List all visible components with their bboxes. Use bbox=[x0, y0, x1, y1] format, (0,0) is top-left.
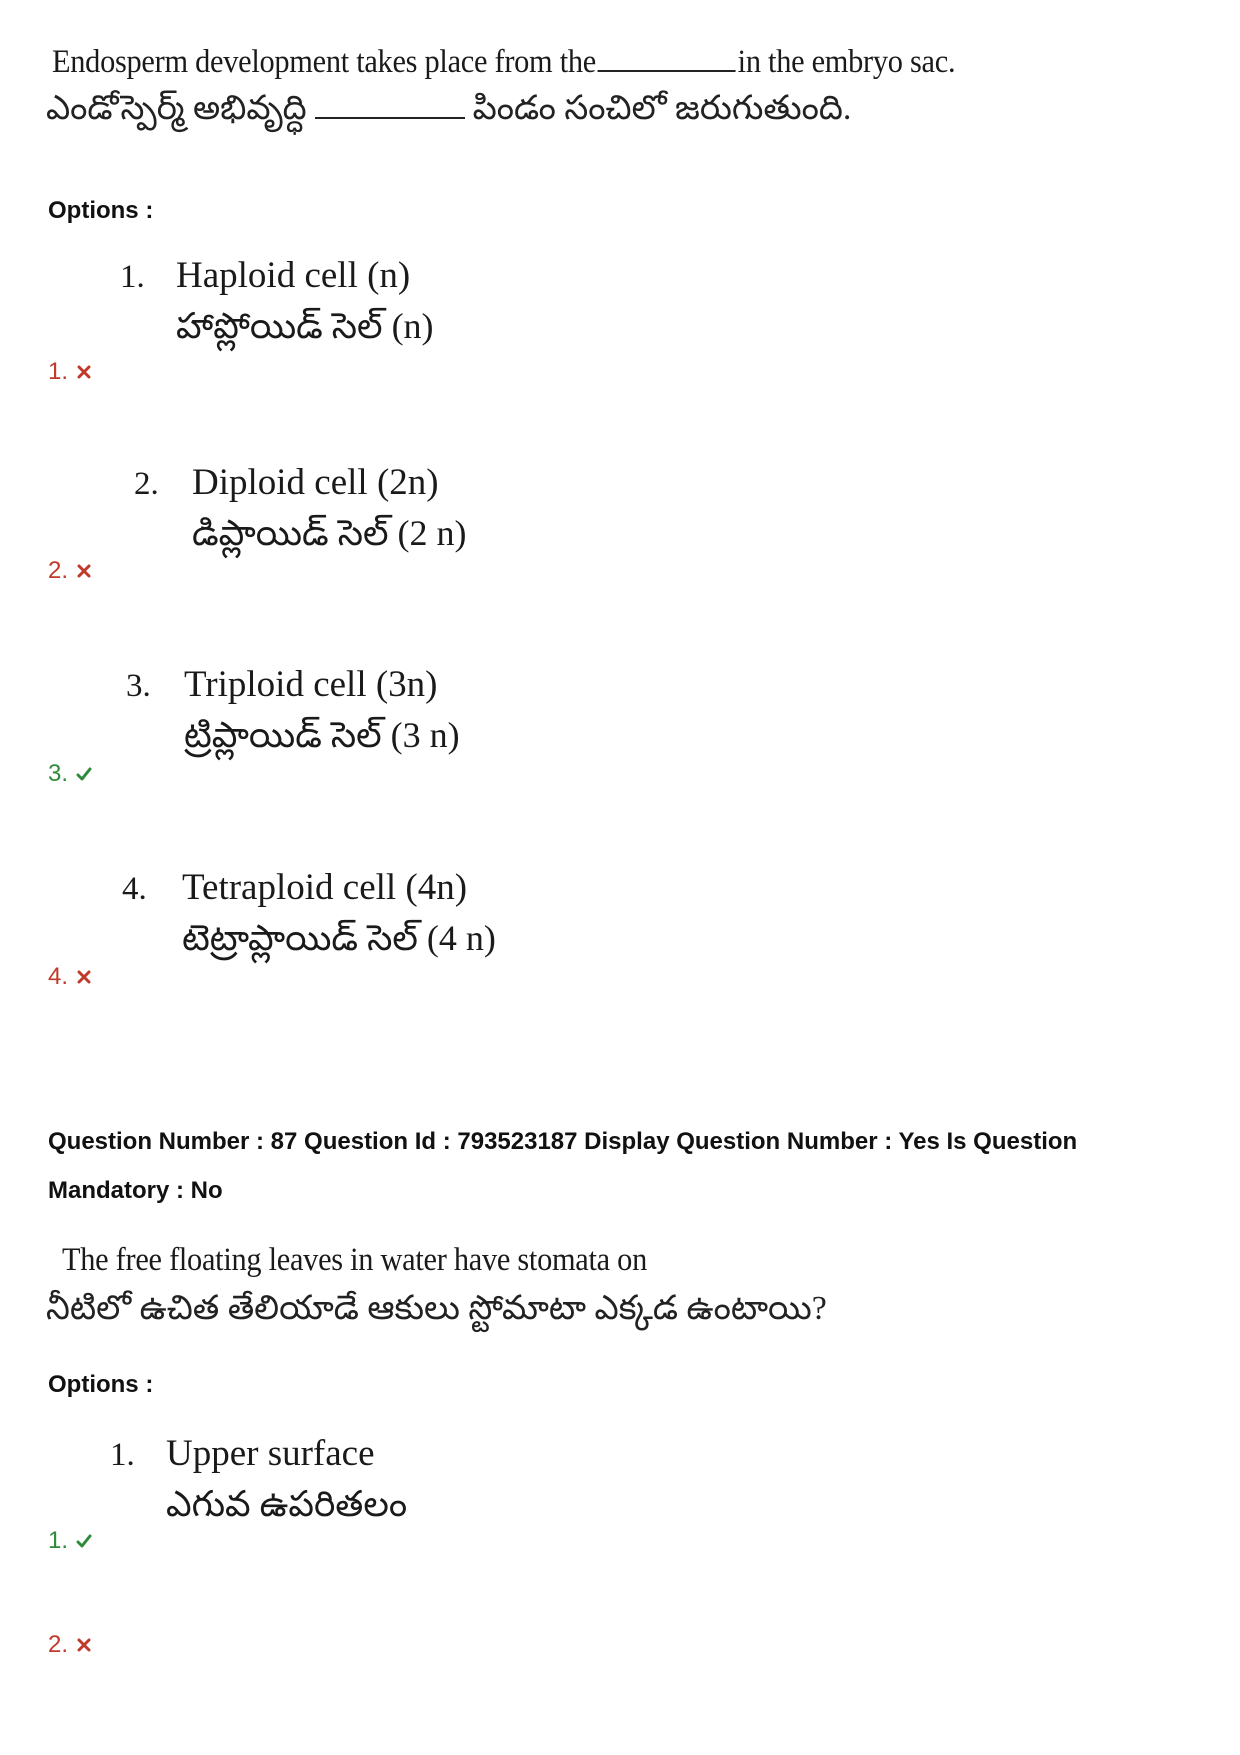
question-meta-line: Question Number : 87 Question Id : 793523187 Display Question Number : Yes Is Question bbox=[48, 1128, 1078, 1155]
option-4-text-en: Tetraploid cell (4n) bbox=[182, 867, 468, 908]
options-label: Options : bbox=[48, 1371, 154, 1398]
option-1-text-te: ఎగువ ఉపరితలం bbox=[166, 1484, 408, 1524]
question-86-text-en: Endosperm development takes place from the in the embryo sac. bbox=[52, 44, 956, 80]
option-marker-number: 1. bbox=[48, 358, 69, 385]
option-3-text-en: Triploid cell (3n) bbox=[184, 664, 438, 705]
option-1-text-en: Upper surface bbox=[166, 1433, 375, 1474]
option-4-text-te: టెట్రాప్లాయిడ్ సెల్ (4 n) bbox=[182, 918, 496, 958]
option-1-number: 1. bbox=[110, 1437, 135, 1473]
question-87-meta bbox=[48, 1117, 1198, 1215]
cross-icon bbox=[76, 1637, 92, 1653]
option-3-number: 3. bbox=[126, 668, 151, 704]
option-marker-number: 2. bbox=[48, 1631, 69, 1658]
cross-icon bbox=[76, 563, 92, 579]
cross-icon bbox=[76, 969, 92, 985]
cross-icon bbox=[76, 364, 92, 380]
option-marker-number: 4. bbox=[48, 963, 69, 990]
question-87-text-en: The free floating leaves in water have stomata on bbox=[62, 1242, 647, 1278]
option-marker-number: 2. bbox=[48, 557, 69, 584]
answer-blank bbox=[315, 91, 465, 119]
option-3-text-te: ట్రిప్లాయిడ్ సెల్ (3 n) bbox=[184, 715, 460, 755]
option-marker-number: 1. bbox=[48, 1527, 69, 1554]
option-3-result bbox=[48, 760, 92, 788]
option-2-text-en: Diploid cell (2n) bbox=[192, 462, 439, 503]
answer-blank bbox=[598, 44, 736, 72]
question-86-text-te: ఎండోస్పెర్మ్ అభివృద్ధి పిండం సంచిలో జరుగుతుంది. bbox=[46, 90, 852, 127]
question-87-text-te: నీటిలో ఉచిత తేలియాడే ఆకులు స్టోమాటా ఎక్కడ ఉంటాయి? bbox=[46, 1290, 827, 1327]
option-1-result bbox=[48, 1527, 92, 1555]
option-marker-number: 3. bbox=[48, 760, 69, 787]
question-meta-line: Mandatory : No bbox=[48, 1177, 223, 1204]
option-2-text-te: డిప్లాయిడ్ సెల్ (2 n) bbox=[192, 513, 467, 553]
option-2-result bbox=[48, 1631, 92, 1659]
option-1-text-te: హాప్లోయిడ్ సెల్ (n) bbox=[176, 306, 434, 346]
checkmark-icon bbox=[76, 766, 92, 782]
option-4-result bbox=[48, 963, 92, 991]
option-4-number: 4. bbox=[122, 871, 147, 907]
options-label: Options : bbox=[48, 197, 154, 224]
checkmark-icon bbox=[76, 1533, 92, 1549]
option-1-text-en: Haploid cell (n) bbox=[176, 255, 411, 296]
option-2-number: 2. bbox=[134, 466, 159, 502]
option-2-result bbox=[48, 557, 92, 585]
option-1-result bbox=[48, 358, 92, 386]
option-1-number: 1. bbox=[120, 259, 145, 295]
